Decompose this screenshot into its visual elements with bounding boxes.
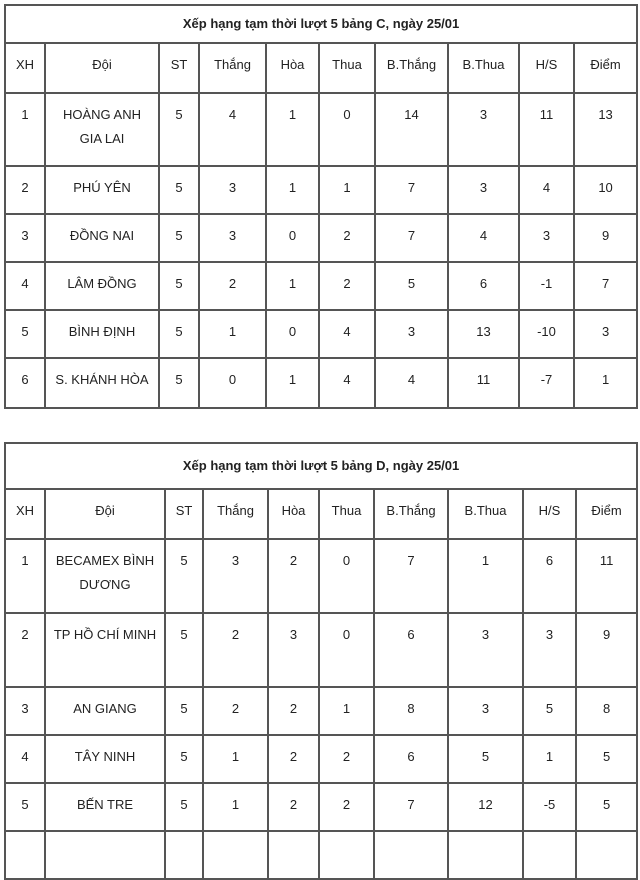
losses: 0 (319, 539, 374, 613)
rank: 5 (5, 783, 45, 831)
header-losses: Thua (319, 43, 375, 93)
table-row (5, 687, 637, 735)
points: 9 (574, 214, 637, 262)
rank: 5 (5, 310, 45, 358)
played: 5 (159, 93, 199, 166)
table-row (5, 93, 637, 166)
table-row (5, 613, 637, 687)
played: 5 (165, 783, 203, 831)
team-name: PHÚ YÊN (45, 166, 159, 214)
header-played: ST (159, 43, 199, 93)
table-row-partial (5, 831, 637, 879)
rank: 1 (5, 93, 45, 166)
rank: 2 (5, 613, 45, 687)
wins: 3 (199, 166, 266, 214)
rank: 2 (5, 166, 45, 214)
team-name: S. KHÁNH HÒA (45, 358, 159, 408)
team-name: HOÀNG ANH GIA LAI (45, 93, 159, 166)
points: 9 (576, 613, 637, 687)
header-goal-diff: H/S (519, 43, 574, 93)
goal-diff: 3 (523, 613, 576, 687)
draws: 0 (266, 310, 319, 358)
rank: 4 (5, 262, 45, 310)
wins: 1 (203, 735, 268, 783)
cell-empty (576, 831, 637, 879)
points: 7 (574, 262, 637, 310)
losses: 2 (319, 735, 374, 783)
header-losses: Thua (319, 489, 374, 539)
goals-for: 7 (374, 539, 448, 613)
header-goals-against: B.Thua (448, 489, 523, 539)
team-name: LÂM ĐỒNG (45, 262, 159, 310)
team-name: ĐỒNG NAI (45, 214, 159, 262)
header-row (5, 43, 637, 93)
wins: 2 (199, 262, 266, 310)
header-goals-against: B.Thua (448, 43, 519, 93)
table-row (5, 358, 637, 408)
table-row (5, 214, 637, 262)
goal-diff: 4 (519, 166, 574, 214)
team-name: TÂY NINH (45, 735, 165, 783)
cell-empty (374, 831, 448, 879)
goals-against: 3 (448, 613, 523, 687)
table-title: Xếp hạng tạm thời lượt 5 bảng D, ngày 25/01 (5, 443, 637, 489)
goals-against: 1 (448, 539, 523, 613)
points: 5 (576, 783, 637, 831)
header-rank: XH (5, 489, 45, 539)
losses: 4 (319, 358, 375, 408)
rank: 1 (5, 539, 45, 613)
header-wins: Thắng (199, 43, 266, 93)
standings-table-group-d (4, 442, 638, 880)
goal-diff: 1 (523, 735, 576, 783)
draws: 1 (266, 262, 319, 310)
goals-for: 6 (374, 613, 448, 687)
team-name: BẾN TRE (45, 783, 165, 831)
cell-empty (523, 831, 576, 879)
losses: 2 (319, 783, 374, 831)
draws: 2 (268, 687, 319, 735)
goal-diff: -10 (519, 310, 574, 358)
header-team: Đội (45, 43, 159, 93)
cell-empty (45, 831, 165, 879)
wins: 4 (199, 93, 266, 166)
goals-against: 3 (448, 166, 519, 214)
played: 5 (165, 539, 203, 613)
cell-empty (203, 831, 268, 879)
header-row (5, 489, 637, 539)
rank: 4 (5, 735, 45, 783)
draws: 3 (268, 613, 319, 687)
header-goal-diff: H/S (523, 489, 576, 539)
cell-empty (448, 831, 523, 879)
draws: 1 (266, 93, 319, 166)
goal-diff: 3 (519, 214, 574, 262)
goals-for: 7 (375, 166, 448, 214)
goals-for: 8 (374, 687, 448, 735)
goal-diff: -5 (523, 783, 576, 831)
cell-empty (319, 831, 374, 879)
goal-diff: -1 (519, 262, 574, 310)
played: 5 (159, 358, 199, 408)
table-row (5, 166, 637, 214)
goals-against: 4 (448, 214, 519, 262)
draws: 1 (266, 166, 319, 214)
played: 5 (165, 687, 203, 735)
rank: 6 (5, 358, 45, 408)
header-played: ST (165, 489, 203, 539)
goal-diff: 5 (523, 687, 576, 735)
wins: 3 (203, 539, 268, 613)
header-draws: Hòa (268, 489, 319, 539)
points: 11 (576, 539, 637, 613)
goals-against: 12 (448, 783, 523, 831)
table-row (5, 735, 637, 783)
header-team: Đội (45, 489, 165, 539)
table-row (5, 539, 637, 613)
standings-table-group-c (4, 4, 638, 409)
points: 3 (574, 310, 637, 358)
points: 1 (574, 358, 637, 408)
goals-for: 7 (375, 214, 448, 262)
wins: 1 (203, 783, 268, 831)
header-draws: Hòa (266, 43, 319, 93)
cell-empty (5, 831, 45, 879)
header-points: Điểm (574, 43, 637, 93)
goals-for: 14 (375, 93, 448, 166)
wins: 3 (199, 214, 266, 262)
header-points: Điểm (576, 489, 637, 539)
played: 5 (159, 262, 199, 310)
table-row (5, 783, 637, 831)
goals-against: 3 (448, 687, 523, 735)
points: 10 (574, 166, 637, 214)
wins: 0 (199, 358, 266, 408)
rank: 3 (5, 214, 45, 262)
losses: 1 (319, 166, 375, 214)
draws: 2 (268, 735, 319, 783)
played: 5 (159, 166, 199, 214)
losses: 4 (319, 310, 375, 358)
cell-empty (165, 831, 203, 879)
goal-diff: -7 (519, 358, 574, 408)
goal-diff: 6 (523, 539, 576, 613)
points: 13 (574, 93, 637, 166)
header-goals-for: B.Thắng (375, 43, 448, 93)
wins: 1 (199, 310, 266, 358)
goals-for: 5 (375, 262, 448, 310)
played: 5 (165, 735, 203, 783)
draws: 1 (266, 358, 319, 408)
goals-for: 4 (375, 358, 448, 408)
played: 5 (159, 310, 199, 358)
team-name: TP HỒ CHÍ MINH (45, 613, 165, 687)
goals-for: 7 (374, 783, 448, 831)
losses: 2 (319, 214, 375, 262)
goals-against: 13 (448, 310, 519, 358)
team-name: BECAMEX BÌNH DƯƠNG (45, 539, 165, 613)
header-goals-for: B.Thắng (374, 489, 448, 539)
played: 5 (165, 613, 203, 687)
losses: 0 (319, 613, 374, 687)
losses: 2 (319, 262, 375, 310)
goals-for: 6 (374, 735, 448, 783)
team-name: BÌNH ĐỊNH (45, 310, 159, 358)
header-wins: Thắng (203, 489, 268, 539)
points: 5 (576, 735, 637, 783)
draws: 0 (266, 214, 319, 262)
losses: 0 (319, 93, 375, 166)
goals-against: 11 (448, 358, 519, 408)
table-title: Xếp hạng tạm thời lượt 5 bảng C, ngày 25/01 (5, 5, 637, 43)
team-name: AN GIANG (45, 687, 165, 735)
played: 5 (159, 214, 199, 262)
goals-against: 5 (448, 735, 523, 783)
wins: 2 (203, 613, 268, 687)
losses: 1 (319, 687, 374, 735)
table-row (5, 262, 637, 310)
cell-empty (268, 831, 319, 879)
goals-against: 3 (448, 93, 519, 166)
draws: 2 (268, 783, 319, 831)
rank: 3 (5, 687, 45, 735)
goals-for: 3 (375, 310, 448, 358)
table-row (5, 310, 637, 358)
points: 8 (576, 687, 637, 735)
goal-diff: 11 (519, 93, 574, 166)
wins: 2 (203, 687, 268, 735)
draws: 2 (268, 539, 319, 613)
goals-against: 6 (448, 262, 519, 310)
header-rank: XH (5, 43, 45, 93)
